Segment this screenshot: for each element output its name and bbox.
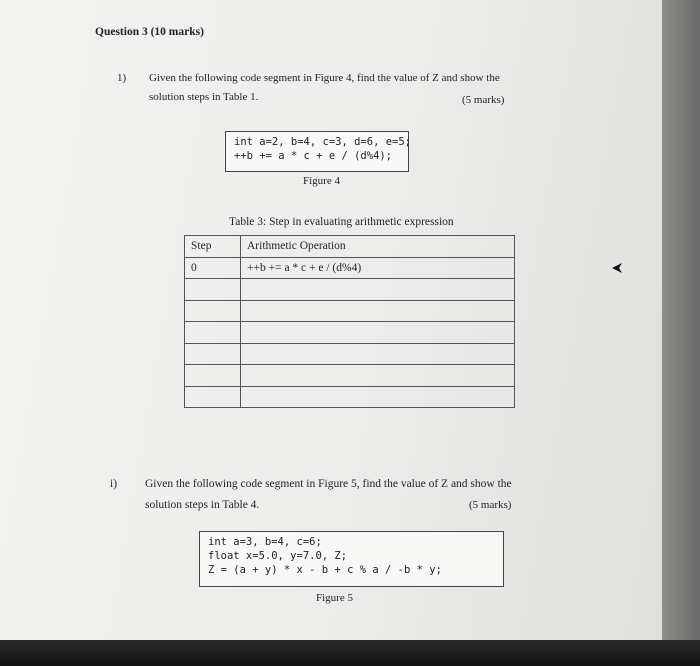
table-cell-step xyxy=(185,279,241,301)
figure5-caption: Figure 5 xyxy=(316,592,353,604)
table-cell-operation xyxy=(241,343,515,365)
figure4-caption: Figure 4 xyxy=(303,175,340,187)
table-cell-step xyxy=(185,343,241,365)
figure4-code-line2: ++b += a * c + e / (d%4); xyxy=(234,150,393,162)
part1-text-line2: solution steps in Table 1. xyxy=(149,91,259,103)
table-row xyxy=(185,365,515,387)
bottom-dark-edge xyxy=(0,640,700,666)
table-header-row xyxy=(185,236,515,258)
part2-marks: (5 marks) xyxy=(469,499,512,511)
figure5-code-line3: Z = (a + y) * x - b + c % a / -b * y; xyxy=(208,564,442,576)
table-row xyxy=(185,322,515,344)
figure4-code-box xyxy=(225,131,412,172)
part2-text-line1: Given the following code segment in Figure 5, find the value of Z and show the xyxy=(145,478,512,490)
table-cell-step: 0 xyxy=(185,257,241,279)
table-cell-step xyxy=(185,300,241,322)
table3-caption: Table 3: Step in evaluating arithmetic expression xyxy=(229,216,454,228)
table3 xyxy=(184,235,515,408)
part1-text-line1: Given the following code segment in Figure 4, find the value of Z and show the xyxy=(149,72,500,84)
table-header-step: Step xyxy=(185,236,241,258)
table-cell-step xyxy=(185,386,241,408)
table-cell-step xyxy=(185,365,241,387)
figure5-code-line1: int a=3, b=4, c=6; xyxy=(208,536,322,548)
table-cell-operation xyxy=(241,322,515,344)
table-cell-operation xyxy=(241,386,515,408)
question-title: Question 3 (10 marks) xyxy=(95,26,204,38)
table-row xyxy=(185,343,515,365)
figure5-code-box xyxy=(199,531,504,587)
table-cell-operation xyxy=(241,365,515,387)
table-row xyxy=(185,300,515,322)
part1-marks: (5 marks) xyxy=(462,94,505,106)
table-row xyxy=(185,279,515,301)
page-edge-shadow xyxy=(662,0,700,640)
part2-number: i) xyxy=(110,478,118,490)
table-cell-operation xyxy=(241,279,515,301)
table-cell-operation: ++b += a * c + e / (d%4) xyxy=(241,257,515,279)
part2-text-line2: solution steps in Table 4. xyxy=(145,499,260,511)
table-cell-operation xyxy=(241,300,515,322)
table-header-operation: Arithmetic Operation xyxy=(241,236,515,258)
figure5-code-line2: float x=5.0, y=7.0, Z; xyxy=(208,550,348,562)
mouse-cursor-icon xyxy=(612,263,622,273)
table-cell-step xyxy=(185,322,241,344)
table-row xyxy=(185,257,515,279)
figure4-code-line1: int a=2, b=4, c=3, d=6, e=5; xyxy=(234,136,412,148)
part1-number: 1) xyxy=(117,72,127,84)
table-row xyxy=(185,386,515,408)
